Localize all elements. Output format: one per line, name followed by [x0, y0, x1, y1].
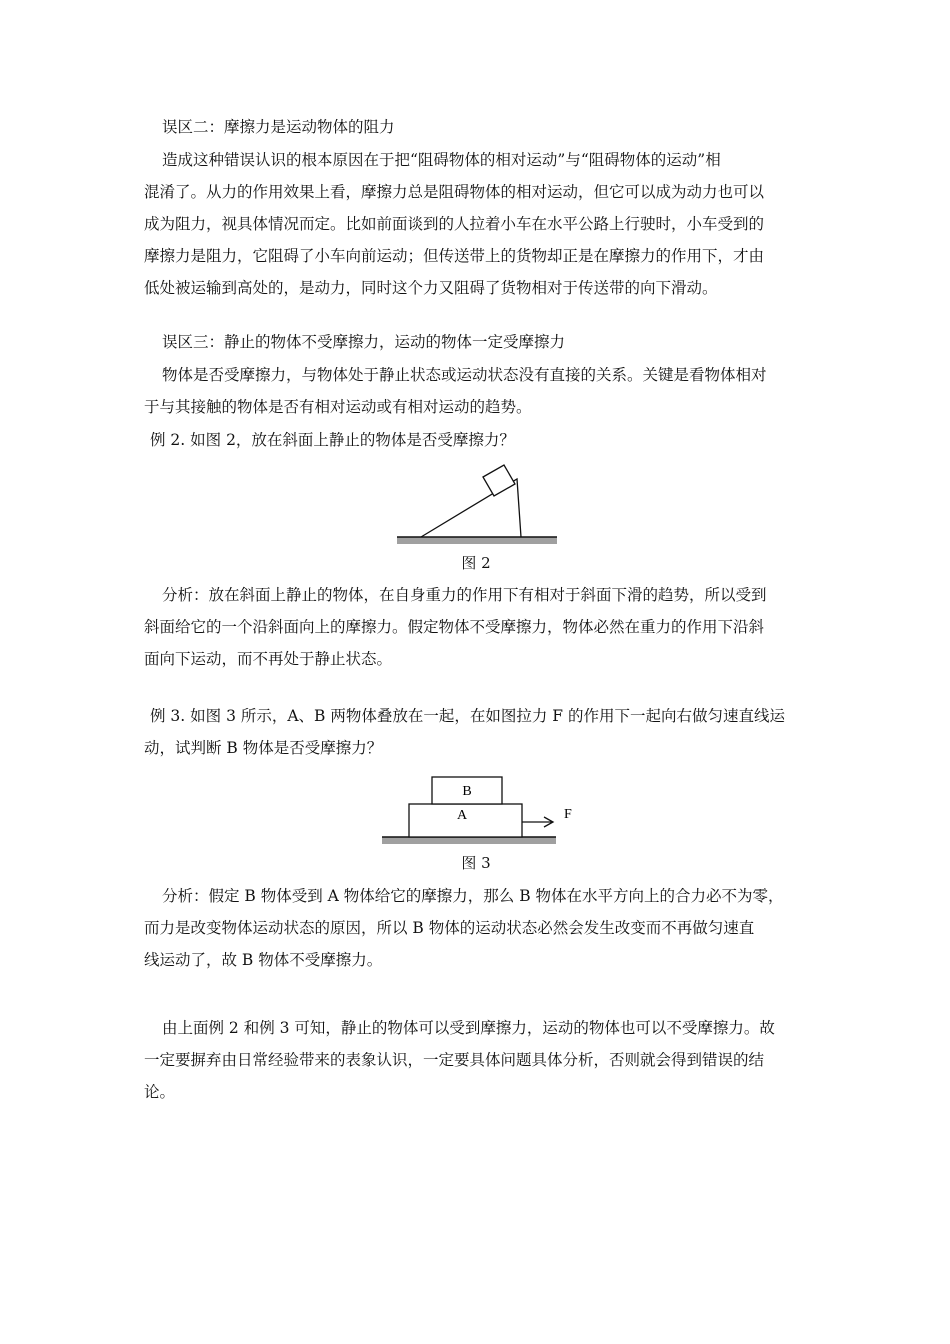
section2-heading: 误区二：摩擦力是运动物体的阻力 — [162, 118, 395, 136]
section3-line: 于与其接触的物体是否有相对运动或有相对运动的趋势。 — [144, 398, 532, 416]
section2-line: 低处被运输到高处的，是动力，同时这个力又阻碍了货物相对于传送带的向下滑动。 — [144, 279, 718, 297]
example2-question: 例 2. 如图 2，放在斜面上静止的物体是否受摩擦力？ — [150, 431, 515, 449]
section2-line: 摩擦力是阻力，它阻碍了小车向前运动；但传送带上的货物却正是在摩擦力的作用下，才由 — [144, 247, 765, 265]
figure-2-caption: 图 2 — [461, 554, 491, 572]
figure-3-caption: 图 3 — [461, 854, 491, 872]
section3-heading: 误区三：静止的物体不受摩擦力，运动的物体一定受摩擦力 — [162, 333, 566, 351]
section3-line: 物体是否受摩擦力，与物体处于静止状态或运动状态没有直接的关系。关键是看物体相对 — [162, 366, 767, 384]
ground-surface — [397, 537, 557, 544]
ground-surface — [382, 837, 556, 844]
example3-question-line: 动，试判断 B 物体是否受摩擦力？ — [144, 739, 383, 757]
section2-line: 成为阻力，视具体情况而定。比如前面谈到的人拉着小车在水平公路上行驶时，小车受到的 — [144, 215, 765, 233]
section2-line: 造成这种错误认识的根本原因在于把“阻碍物体的相对运动”与“阻碍物体的运动”相 — [162, 151, 721, 169]
example2-analysis-line: 面向下运动，而不再处于静止状态。 — [144, 650, 393, 668]
conclusion-line: 一定要摒弃由日常经验带来的表象认识，一定要具体问题具体分析，否则就会得到错误的结 — [144, 1051, 765, 1069]
conclusion-line: 由上面例 2 和例 3 可知，静止的物体可以受到摩擦力，运动的物体也可以不受摩擦力。故 — [162, 1019, 775, 1037]
example3-analysis-line: 而力是改变物体运动状态的原因，所以 B 物体的运动状态必然会发生改变而不再做匀速直 — [144, 919, 755, 937]
example3-question-line: 例 3. 如图 3 所示，A、B 两物体叠放在一起，在如图拉力 F 的作用下一起向右做匀速直线运 — [150, 707, 785, 725]
example2-analysis-line: 分析：放在斜面上静止的物体，在自身重力的作用下有相对于斜面下滑的趋势，所以受到 — [162, 586, 767, 604]
example3-analysis-line: 线运动了，故 B 物体不受摩擦力。 — [144, 951, 383, 969]
block-on-incline — [483, 465, 515, 496]
conclusion-line: 论。 — [144, 1083, 176, 1101]
example2-analysis-line: 斜面给它的一个沿斜面向上的摩擦力。假定物体不受摩擦力，物体必然在重力的作用下沿斜 — [144, 618, 765, 636]
figure-2-incline — [395, 462, 560, 550]
block-b-label: B — [462, 784, 472, 799]
figure-3-blocks — [380, 775, 580, 850]
block-a-label: A — [456, 808, 468, 823]
section2-line: 混淆了。从力的作用效果上看，摩擦力总是阻碍物体的相对运动，但它可以成为动力也可以 — [144, 183, 765, 201]
force-label: F — [564, 807, 572, 822]
example3-analysis-line: 分析：假定 B 物体受到 A 物体给它的摩擦力，那么 B 物体在水平方向上的合力必不为零， — [162, 887, 784, 905]
